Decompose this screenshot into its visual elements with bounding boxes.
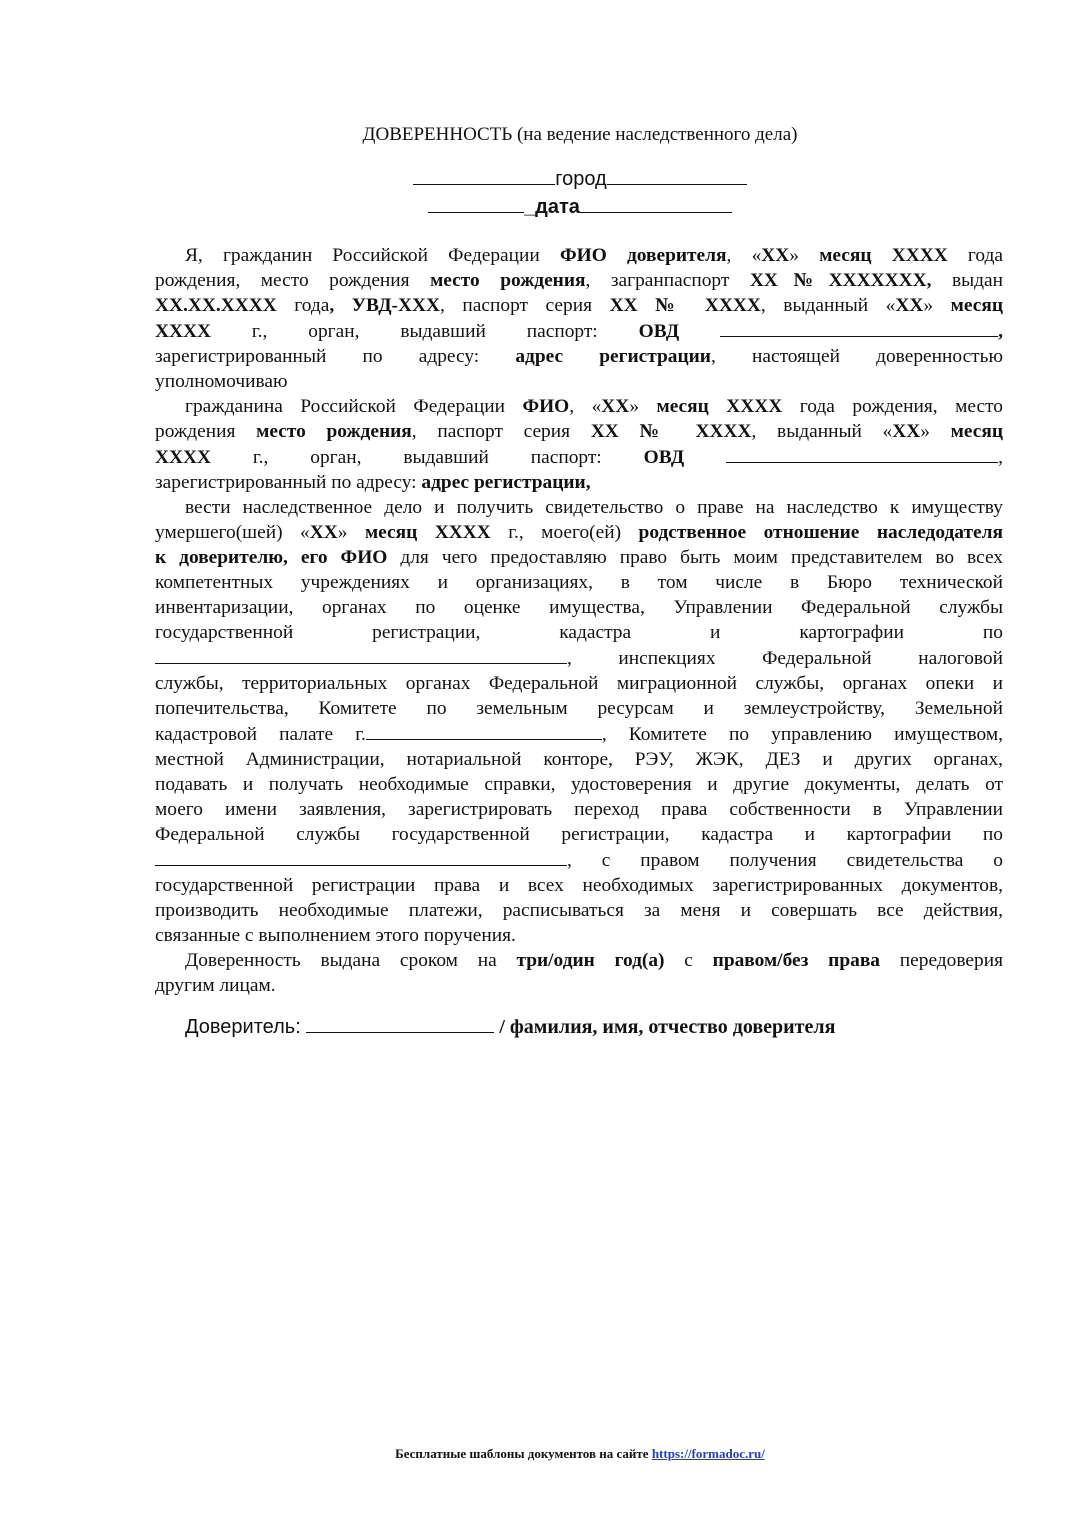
signer-label: Доверитель: [185, 1016, 307, 1038]
text-line [155, 545, 1003, 570]
footer-text: Бесплатные шаблоны документов на сайте [395, 1446, 652, 1461]
signer-name-field: фамилия, имя, отчество доверителя [509, 1016, 836, 1038]
footer [0, 1446, 1080, 1462]
city-line [0, 164, 1080, 191]
text: , паспорт серия [411, 421, 591, 442]
text-line: государственной регистрации права и всех необходимых зарегистрированных документов, [155, 875, 1003, 896]
principal-name-field: ФИО доверителя [559, 245, 727, 266]
address-field: адрес регистрации, [421, 472, 591, 493]
text: гражданина Российской Федерации [185, 396, 523, 417]
term-field: три/один год(а) [516, 950, 665, 971]
text: Доверенность выдана сроком на [185, 950, 517, 971]
region-blank [155, 645, 567, 664]
text: » [337, 522, 365, 543]
text-line: Федеральной службы государственной регистрации, кадастра и картографии по [155, 824, 1003, 845]
text: , с правом получения свидетельства о [567, 850, 1003, 871]
text-line [155, 645, 1003, 671]
text-line [155, 293, 1003, 318]
text: с [664, 950, 713, 971]
text: умершего(шей) « [155, 522, 310, 543]
principal-paragraph [155, 243, 1003, 394]
separator: / [494, 1016, 510, 1038]
text: Я, гражданин Российской Федерации [185, 245, 560, 266]
ovd-blank [720, 318, 998, 337]
text-line [155, 721, 1003, 747]
text: » [789, 245, 820, 266]
city-blank-left [413, 164, 555, 185]
ovd-field: ОВД [643, 447, 685, 468]
passport-series-field: ХХ № ХХХХ [609, 295, 761, 316]
text: зарегистрированный по адресу: [155, 472, 422, 493]
signature-blank [306, 1012, 494, 1033]
text: г., моего(ей) [490, 522, 639, 543]
text: года [276, 295, 330, 316]
text-line [155, 344, 1003, 369]
city-label: город [555, 168, 607, 190]
month-year-field: месяц ХХХХ [364, 522, 491, 543]
text-line [155, 394, 1003, 419]
passport-number-field: ХХ№ХХХХХХХ, [749, 270, 932, 291]
document-title: ДОВЕРЕННОСТЬ (на ведение наследственного дела) [362, 124, 798, 145]
text: зарегистрированный по адресу: [155, 346, 516, 367]
text: рождения [155, 421, 257, 442]
text-line [155, 520, 1003, 545]
text: рождения, место рождения [155, 270, 431, 291]
text: , загранпаспорт [585, 270, 750, 291]
text-line: государственной регистрации, кадастра и картографии по [155, 622, 1003, 643]
document-body [155, 243, 1003, 998]
month-field: месяц [950, 421, 1003, 442]
attorney-name-field: ФИО [522, 396, 570, 417]
text: » [923, 295, 951, 316]
text: , [998, 321, 1003, 342]
text: , « [726, 245, 762, 266]
text-line [155, 419, 1003, 444]
text: , выданный « [760, 295, 896, 316]
signature-line [185, 1012, 1045, 1039]
ovd-blank [726, 444, 998, 463]
month-year-field: месяц ХХХХ [656, 396, 783, 417]
text: , Комитете по управлению имуществом, [601, 724, 1003, 745]
text-line: связанные с выполнением этого поручения. [155, 925, 516, 946]
text: г., орган, выдавший паспорт: [211, 447, 644, 468]
text-line: попечительства, Комитете по земельным ресурсам и землеустройству, Земельной [155, 698, 1003, 719]
date-label: _дата [524, 196, 580, 218]
day-field: ХХ [895, 295, 924, 316]
day-field: ХХ [601, 396, 630, 417]
day-field: ХХ [892, 421, 921, 442]
text-line: компетентных учреждениях и организациях, в том числе в Бюро технической [155, 572, 1003, 593]
birthplace-field: место рождения [256, 421, 412, 442]
date-line [0, 192, 1080, 219]
city-name-blank [366, 721, 602, 740]
text: для чего предоставляю право быть моим представителем во всех [387, 547, 1003, 568]
day-field: ХХ [761, 245, 790, 266]
text: , паспорт серия [440, 295, 610, 316]
text-line [155, 470, 1003, 495]
text-line: инвентаризации, органах по оценке имущества, Управлении Федеральной службы [155, 597, 1003, 618]
text: передоверия [880, 950, 1003, 971]
text: , выданный « [751, 421, 893, 442]
term-paragraph [155, 948, 1003, 998]
text: , « [569, 396, 602, 417]
year-field: ХХХХ [155, 447, 212, 468]
day-field: ХХ [309, 522, 338, 543]
relationship-field: родственное отношение наследодателя [638, 522, 1004, 543]
text-line: другим лицам. [155, 975, 276, 996]
text-line [155, 243, 1003, 268]
text-line: вести наследственное дело и получить свидетельство о праве на наследство к имуществу [185, 497, 1003, 518]
text-line: местной Администрации, нотариальной конторе, РЭУ, ЖЭК, ДЕЗ и других органах, [155, 749, 1003, 770]
footer-link[interactable]: https://formadoc.ru/ [651, 1446, 765, 1461]
month-year-field: месяц ХХХХ [819, 245, 948, 266]
redelegation-field: правом/без права [712, 950, 880, 971]
date-blank-left [428, 192, 524, 213]
text-line: моего имени заявления, зарегистрировать переход права собственности в Управлении [155, 799, 1003, 820]
birthplace-field: место рождения [430, 270, 586, 291]
text: выдан [931, 270, 1003, 291]
address-field: адрес регистрации [515, 346, 711, 367]
year-field: ХХХХ [155, 321, 212, 342]
passport-series-field: ХХ № ХХХХ [590, 421, 752, 442]
text-line [155, 444, 1003, 470]
text: , [998, 447, 1003, 468]
attorney-paragraph [155, 394, 1003, 495]
text: , настоящей доверенностью [710, 346, 1003, 367]
text-line: службы, территориальных органах Федеральной миграционной службы, органах опеки и [155, 673, 1003, 694]
text: , инспекциях Федеральной налоговой [567, 648, 1003, 669]
text: » [629, 396, 657, 417]
text-line [155, 847, 1003, 873]
text: кадастровой палате г. [155, 724, 366, 745]
month-field: месяц [950, 295, 1003, 316]
text: г., орган, выдавший паспорт: [211, 321, 639, 342]
text: года рождения, место [782, 396, 1004, 417]
region-blank [155, 847, 567, 866]
issue-date-field: ХХ.ХХ.ХХХХ [155, 295, 277, 316]
text: года [947, 245, 1003, 266]
text-line [155, 268, 1003, 293]
ovd-field: ОВД [638, 321, 680, 342]
text-line [155, 948, 1003, 973]
issuer-field: , УВД-ХХХ [329, 295, 441, 316]
text-line: уполномочиваю [155, 371, 288, 392]
text-line: подавать и получать необходимые справки, удостоверения и другие документы, делать от [155, 774, 1003, 795]
text-line: производить необходимые платежи, расписываться за меня и совершать все действия, [155, 900, 1003, 921]
text: » [920, 421, 951, 442]
city-blank-right [607, 164, 747, 185]
text-line [155, 318, 1003, 344]
relationship-field: к доверителю, его ФИО [155, 547, 388, 568]
date-blank-right [580, 192, 732, 213]
powers-paragraph [155, 495, 1003, 948]
